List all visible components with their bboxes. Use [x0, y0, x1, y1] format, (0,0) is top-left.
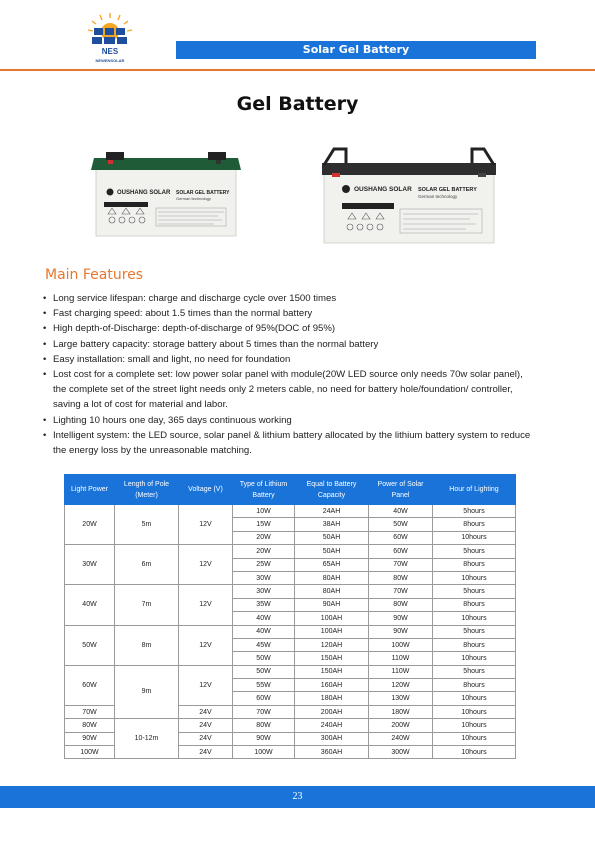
cell-lighting-hours: 8hours — [433, 598, 516, 611]
cell-lighting-hours: 10hours — [433, 719, 516, 732]
battery-image-left — [86, 148, 246, 240]
cell-light-power: 60W — [65, 665, 115, 705]
cell-voltage: 12V — [179, 505, 233, 545]
cell-solar-panel: 60W — [369, 545, 433, 558]
cell-capacity: 150AH — [295, 652, 369, 665]
cell-voltage: 24V — [179, 732, 233, 745]
cell-solar-panel: 60W — [369, 531, 433, 544]
battery-image-right — [320, 143, 498, 247]
battery-left-sub: German technology — [176, 196, 211, 201]
header-pole-length: Length of Pole (Meter) — [115, 475, 179, 505]
battery-right-sub: German technology — [418, 194, 458, 199]
cell-solar-panel: 90W — [369, 612, 433, 625]
header-battery-capacity: Equal to Battery Capacity — [295, 475, 369, 505]
cell-lithium-type: 80W — [233, 719, 295, 732]
cell-solar-panel: 100W — [369, 638, 433, 651]
cell-lighting-hours: 10hours — [433, 531, 516, 544]
header-divider — [0, 69, 595, 71]
cell-voltage: 24V — [179, 746, 233, 759]
cell-lighting-hours: 10hours — [433, 705, 516, 718]
cell-lighting-hours: 5hours — [433, 665, 516, 678]
cell-lithium-type: 50W — [233, 665, 295, 678]
cell-voltage: 24V — [179, 705, 233, 718]
cell-lithium-type: 30W — [233, 571, 295, 584]
cell-solar-panel: 130W — [369, 692, 433, 705]
cell-pole-length: 6m — [115, 545, 179, 585]
cell-lithium-type: 45W — [233, 638, 295, 651]
cell-voltage: 12V — [179, 625, 233, 665]
cell-light-power: 20W — [65, 505, 115, 545]
company-logo — [86, 12, 134, 64]
cell-capacity: 80AH — [295, 585, 369, 598]
cell-lighting-hours: 5hours — [433, 625, 516, 638]
cell-light-power: 90W — [65, 732, 115, 745]
cell-capacity: 100AH — [295, 625, 369, 638]
cell-pole-length: 5m — [115, 505, 179, 545]
cell-capacity: 200AH — [295, 705, 369, 718]
cell-solar-panel: 300W — [369, 746, 433, 759]
cell-solar-panel: 240W — [369, 732, 433, 745]
cell-capacity: 180AH — [295, 692, 369, 705]
cell-solar-panel: 50W — [369, 518, 433, 531]
cell-solar-panel: 40W — [369, 505, 433, 518]
cell-light-power: 40W — [65, 585, 115, 625]
cell-capacity: 160AH — [295, 679, 369, 692]
feature-item: • Fast charging speed: about 1.5 times than the normal battery — [42, 306, 538, 321]
table-row — [65, 545, 516, 558]
cell-pole-length: 10-12m — [115, 719, 179, 759]
cell-capacity: 50AH — [295, 545, 369, 558]
cell-lighting-hours: 10hours — [433, 692, 516, 705]
cell-lighting-hours: 5hours — [433, 585, 516, 598]
cell-pole-length: 7m — [115, 585, 179, 625]
battery-right-label: SOLAR GEL BATTERY — [418, 187, 477, 193]
cell-lighting-hours: 10hours — [433, 652, 516, 665]
feature-item: • Long service lifespan: charge and discharge cycle over 1500 times — [42, 291, 538, 306]
cell-light-power: 100W — [65, 746, 115, 759]
header-lithium-type: Type of Lithium Battery — [233, 475, 295, 505]
cell-solar-panel: 200W — [369, 719, 433, 732]
cell-lighting-hours: 8hours — [433, 638, 516, 651]
cell-solar-panel: 90W — [369, 625, 433, 638]
header-voltage: Voltage (V) — [179, 475, 233, 505]
battery-left-brand: OUSHANG SOLAR — [117, 190, 171, 196]
table-row — [65, 665, 516, 678]
main-features-heading: Main Features — [45, 267, 144, 283]
cell-lithium-type: 15W — [233, 518, 295, 531]
cell-capacity: 24AH — [295, 505, 369, 518]
table-row — [65, 625, 516, 638]
cell-voltage: 12V — [179, 585, 233, 625]
cell-lithium-type: 50W — [233, 652, 295, 665]
cell-lighting-hours: 5hours — [433, 505, 516, 518]
cell-capacity: 240AH — [295, 719, 369, 732]
header-banner: Solar Gel Battery — [176, 41, 536, 59]
cell-light-power: 70W — [65, 705, 115, 718]
battery-right-brand: OUSHANG SOLAR — [354, 186, 412, 193]
cell-voltage: 12V — [179, 665, 233, 705]
table-row — [65, 505, 516, 518]
cell-solar-panel: 180W — [369, 705, 433, 718]
cell-voltage: 24V — [179, 719, 233, 732]
cell-lithium-type: 25W — [233, 558, 295, 571]
cell-lithium-type: 90W — [233, 732, 295, 745]
cell-lithium-type: 55W — [233, 679, 295, 692]
cell-capacity: 150AH — [295, 665, 369, 678]
cell-lighting-hours: 5hours — [433, 545, 516, 558]
spec-table — [64, 474, 516, 759]
cell-capacity: 300AH — [295, 732, 369, 745]
feature-item: • Easy installation: small and light, no need for foundation — [42, 352, 538, 367]
cell-capacity: 360AH — [295, 746, 369, 759]
header-light-power: Light Power — [65, 475, 115, 505]
cell-lighting-hours: 8hours — [433, 518, 516, 531]
cell-lighting-hours: 10hours — [433, 612, 516, 625]
page-title: Gel Battery — [236, 93, 359, 115]
cell-capacity: 65AH — [295, 558, 369, 571]
feature-list — [42, 291, 538, 458]
cell-lithium-type: 20W — [233, 545, 295, 558]
cell-voltage: 12V — [179, 545, 233, 585]
cell-pole-length: 9m — [115, 665, 179, 719]
cell-lithium-type: 10W — [233, 505, 295, 518]
cell-lighting-hours: 8hours — [433, 679, 516, 692]
cell-light-power: 30W — [65, 545, 115, 585]
cell-solar-panel: 110W — [369, 652, 433, 665]
cell-capacity: 90AH — [295, 598, 369, 611]
feature-item: • High depth-of-Discharge: depth-of-discharge of 95%(DOC of 95%) — [42, 321, 538, 336]
brand-subtext: NEWENSOLAR — [95, 58, 125, 63]
logo-lettering: NES — [101, 47, 119, 56]
cell-solar-panel: 70W — [369, 585, 433, 598]
cell-lighting-hours: 10hours — [433, 571, 516, 584]
cell-pole-length: 8m — [115, 625, 179, 665]
cell-solar-panel: 80W — [369, 571, 433, 584]
cell-lithium-type: 60W — [233, 692, 295, 705]
table-header-row — [65, 475, 516, 505]
cell-lithium-type: 100W — [233, 746, 295, 759]
table-row — [65, 585, 516, 598]
feature-item: • Lighting 10 hours one day, 365 days continuous working — [42, 413, 538, 428]
cell-solar-panel: 80W — [369, 598, 433, 611]
cell-lithium-type: 20W — [233, 531, 295, 544]
page-number: 23 — [0, 786, 595, 808]
cell-light-power: 80W — [65, 719, 115, 732]
cell-capacity: 80AH — [295, 571, 369, 584]
feature-item: • Intelligent system: the LED source, solar panel & lithium battery allocated by the lithium battery system to reduce the energy loss by the unreasonable matching. — [42, 428, 538, 458]
cell-solar-panel: 120W — [369, 679, 433, 692]
cell-capacity: 38AH — [295, 518, 369, 531]
cell-capacity: 100AH — [295, 612, 369, 625]
cell-capacity: 50AH — [295, 531, 369, 544]
header-solar-panel: Power of Solar Panel — [369, 475, 433, 505]
feature-item: • Lost cost for a complete set: low power solar panel with module(20W LED source only needs 70w solar panel), the complete set of the street light needs only 2 meters cable, no need for battery hole/foundation/ controller, saving a lot of cost for material and labor. — [42, 367, 538, 413]
cell-lithium-type: 30W — [233, 585, 295, 598]
table-row — [65, 719, 516, 732]
cell-lighting-hours: 10hours — [433, 732, 516, 745]
cell-lithium-type: 70W — [233, 705, 295, 718]
cell-capacity: 120AH — [295, 638, 369, 651]
cell-lithium-type: 35W — [233, 598, 295, 611]
cell-lithium-type: 40W — [233, 612, 295, 625]
cell-lighting-hours: 8hours — [433, 558, 516, 571]
feature-item: • Large battery capacity: storage battery about 5 times than the normal battery — [42, 337, 538, 352]
cell-solar-panel: 70W — [369, 558, 433, 571]
header-lighting-hours: Hour of Lighting — [433, 475, 516, 505]
cell-lithium-type: 40W — [233, 625, 295, 638]
cell-solar-panel: 110W — [369, 665, 433, 678]
cell-lighting-hours: 10hours — [433, 746, 516, 759]
battery-left-label: SOLAR GEL BATTERY — [176, 190, 230, 196]
cell-light-power: 50W — [65, 625, 115, 665]
